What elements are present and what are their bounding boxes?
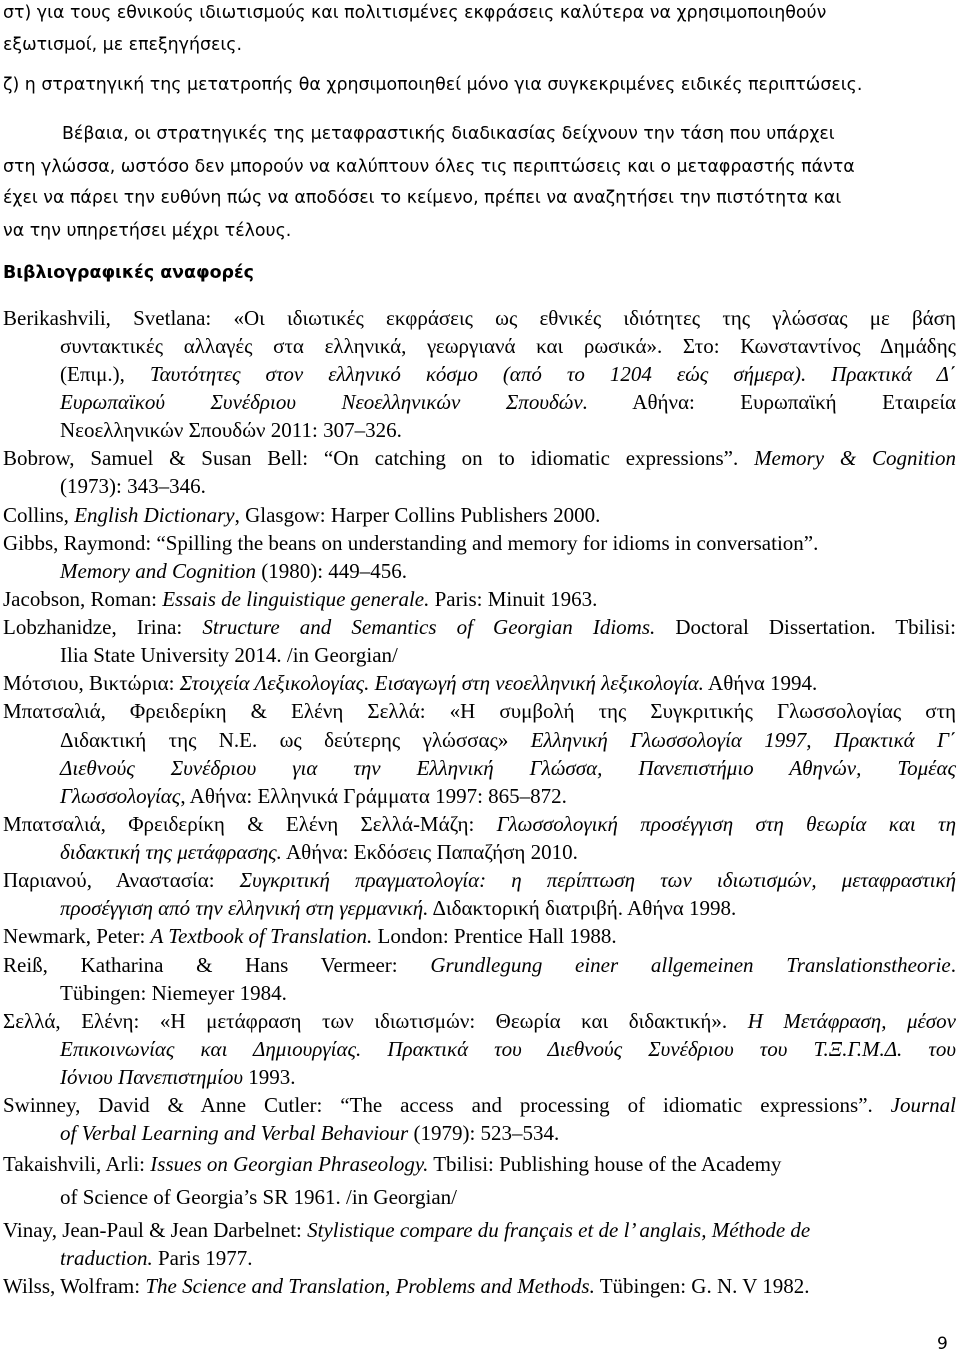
body-text: εξωτισμοί, με επεξηγήσεις. [3, 35, 243, 55]
body-paragraph: στη γλώσσα, ωστόσο δεν μπορούν να καλύπτουν όλες τις περιπτώσεις και ο μεταφραστής πάντα [3, 157, 855, 177]
reference-entry: Lobzhanidze, Irina: Structure and Semantics of Georgian Idioms. Doctoral Dissertation. Tbilisi: [3, 615, 956, 639]
reference-entry: Μπατσαλιά, Φρειδερίκη & Ελένη Σελλά: «Η συμβολή της Συγκριτικής Γλωσσολογίας στη [3, 699, 956, 723]
reference-entry: Memory and Cognition (1980): 449–456. [60, 559, 408, 583]
body-text: στ) για τους εθνικούς ιδιωτισμούς και πολιτισμένες εκφράσεις καλύτερα να χρησιμοποιηθούν [3, 3, 827, 23]
reference-entry: Newmark, Peter: A Textbook of Translation. London: Prentice Hall 1988. [3, 924, 617, 948]
reference-entry: traduction. Paris 1977. [60, 1246, 253, 1270]
reference-entry: Μότσιου, Βικτώρια: Στοιχεία Λεξικολογίας. Εισαγωγή στη νεοελληνική λεξικολογία. Αθήνα 1994. [3, 671, 818, 695]
reference-entry: Bobrow, Samuel & Susan Bell: “On catching on to idiomatic expressions”. Memory & Cognition [3, 446, 956, 470]
reference-entry: Tübingen: Niemeyer 1984. [60, 981, 287, 1005]
reference-entry: Νεοελληνικών Σπουδών 2011: 307–326. [60, 418, 402, 442]
reference-entry: Wilss, Wolfram: The Science and Translation, Problems and Methods. Tübingen: G. N. V 1982. [3, 1274, 810, 1298]
reference-entry: Berikashvili, Svetlana: «Οι ιδιωτικές εκφράσεις ως εθνικές ιδιότητες της γλώσσας με βάση [3, 306, 956, 330]
reference-entry: Swinney, David & Anne Cutler: “The access and processing of idiomatic expressions”. Journal [3, 1093, 956, 1117]
reference-entry: Σελλά, Ελένη: «Η μετάφραση των ιδιωτισμών: Θεωρία και διδακτική». Η Μετάφραση, μέσον [3, 1009, 956, 1033]
reference-entry: Επικοινωνίας και Δημιουργίας. Πρακτικά του Διεθνούς Συνέδριου του Τ.Ξ.Γ.Μ.Δ. του [60, 1037, 956, 1061]
reference-entry: of Science of Georgia’s SR 1961. /in Georgian/ [60, 1185, 457, 1209]
reference-entry: Takaishvili, Arli: Issues on Georgian Phraseology. Tbilisi: Publishing house of the Academy [3, 1152, 782, 1176]
reference-entry: Παριανού, Αναστασία: Συγκριτική πραγματολογία: η περίπτωση των ιδιωτισμών, μεταφραστική [3, 868, 956, 892]
reference-entry: Ιόνιου Πανεπιστημίου 1993. [60, 1065, 296, 1089]
body-text: ζ) η στρατηγική της μετατροπής θα χρησιμοποιηθεί μόνο για συγκεκριμένες ειδικές περιπτώσεις. [3, 75, 863, 95]
reference-entry: Ilia State University 2014. /in Georgian/ [60, 643, 398, 667]
reference-entry: Reiß, Katharina & Hans Vermeer: Grundlegung einer allgemeinen Translationstheorie. [3, 953, 957, 977]
body-paragraph: Βέβαια, οι στρατηγικές της μεταφραστικής διαδικασίας δείχνουν την τάση που υπάρχει [62, 124, 835, 144]
reference-entry: Jacobson, Roman: Essais de linguistique generale. Paris: Minuit 1963. [3, 587, 598, 611]
reference-entry: Μπατσαλιά, Φρειδερίκη & Ελένη Σελλά-Μάζη: Γλωσσολογική προσέγγιση στη θεωρία και τη [3, 812, 956, 836]
reference-entry: Διδακτική της Ν.Ε. ως δεύτερης γλώσσας» Ελληνική Γλωσσολογία 1997, Πρακτικά Γ΄ [60, 728, 956, 752]
reference-entry: Collins, English Dictionary, Glasgow: Harper Collins Publishers 2000. [3, 503, 601, 527]
body-paragraph: έχει να πάρει την ευθύνη πώς να αποδόσει το κείμενο, πρέπει να αναζητήσει την πιστότητα και [3, 188, 842, 208]
reference-entry: (Επιμ.), Ταυτότητες στον ελληνικό κόσμο (από το 1204 εώς σήμερα). Πρακτικά Δ΄ [60, 362, 956, 386]
page-number: 9 [937, 1334, 948, 1354]
section-heading: Βιβλιογραφικές αναφορές [3, 263, 254, 283]
reference-entry: Γλωσσολογίας, Αθήνα: Ελληνικά Γράμματα 1997: 865–872. [60, 784, 567, 808]
reference-entry: Διεθνούς Συνέδριου για την Ελληνική Γλώσσα, Πανεπιστήμιο Αθηνών, Τομέας [60, 756, 956, 780]
reference-entry: of Verbal Learning and Verbal Behaviour (1979): 523–534. [60, 1121, 560, 1145]
reference-entry: Vinay, Jean-Paul & Jean Darbelnet: Stylistique compare du français et de l’ anglais, Méthode de [3, 1218, 811, 1242]
reference-entry: προσέγγιση από την ελληνική στη γερμανική. Διδακτορική διατριβή. Αθήνα 1998. [60, 896, 737, 920]
body-paragraph: να την υπηρετήσει μέχρι τέλους. [3, 221, 292, 241]
reference-entry: διδακτική της μετάφρασης. Αθήνα: Εκδόσεις Παπαζήση 2010. [60, 840, 578, 864]
reference-entry: Gibbs, Raymond: “Spilling the beans on understanding and memory for idioms in conversation”. [3, 531, 819, 555]
reference-entry: (1973): 343–346. [60, 474, 206, 498]
reference-entry: συντακτικές αλλαγές στα ελληνικά, γεωργιανά και ρωσικά». Στο: Κωνσταντίνος Δημάδης [60, 334, 956, 358]
reference-entry: Ευρωπαϊκού Συνέδριου Νεοελληνικών Σπουδών. Αθήνα: Ευρωπαϊκή Εταιρεία [60, 390, 956, 414]
